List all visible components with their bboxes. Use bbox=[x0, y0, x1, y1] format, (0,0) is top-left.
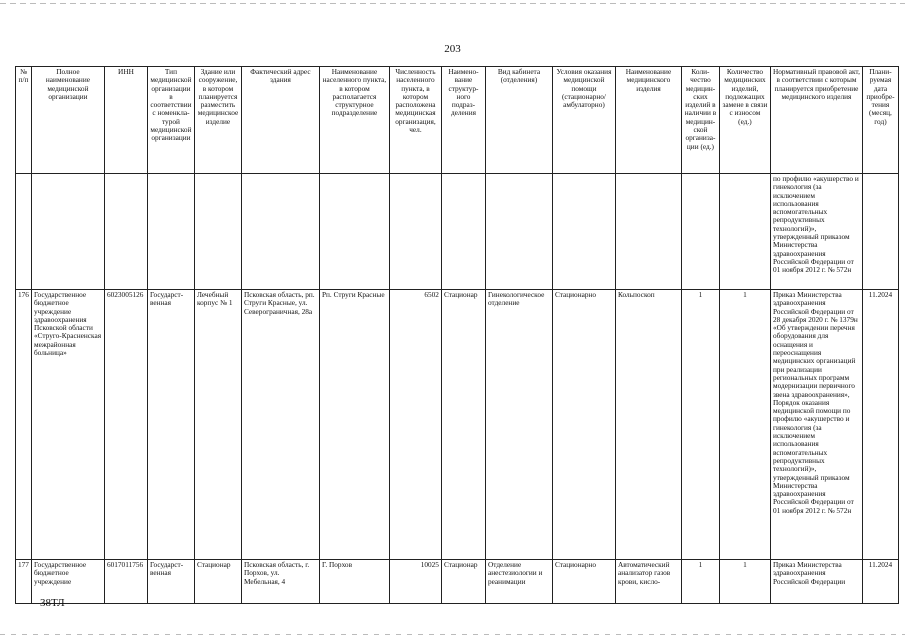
empty-cell bbox=[615, 174, 681, 290]
header-cell: Плани-руемая дата приобре-тения (месяц, год) bbox=[862, 67, 898, 174]
table-row bbox=[16, 290, 899, 560]
empty-cell bbox=[485, 174, 552, 290]
scan-edge-bottom bbox=[0, 634, 905, 635]
replace-count: 1 bbox=[719, 560, 770, 604]
replace-count: 1 bbox=[719, 290, 770, 560]
header-cell: Полное наименование медицинской организации bbox=[31, 67, 104, 174]
building: Стационар bbox=[194, 560, 241, 604]
scan-edge-top bbox=[0, 3, 905, 4]
locality: Г. Порхов bbox=[319, 560, 389, 604]
empty-cell bbox=[719, 174, 770, 290]
row-number: 177 bbox=[16, 560, 32, 604]
header-cell: Наименование медицинского изделия bbox=[615, 67, 681, 174]
table-row-continuation bbox=[16, 174, 899, 290]
care-conditions: Стационарно bbox=[552, 560, 615, 604]
legal-act-continuation: по профилю «акушерство и гинекология (за исключением использования вспомогательных репродуктивных технологий)», утвержденный приказом Министерства здравоохранения Российской Федерации от 01 ноября 2012 г. № 572н bbox=[770, 174, 862, 290]
header-cell: Здание или сооружение, в котором планируется разместить медицинское изделие bbox=[194, 67, 241, 174]
medical-equipment-table bbox=[15, 66, 899, 604]
empty-cell bbox=[147, 174, 194, 290]
header-cell: Коли-чество медицин-ских изделий в наличии в медицин-ской организа-ции (ед.) bbox=[681, 67, 719, 174]
device-name: Кольпоскоп bbox=[615, 290, 681, 560]
inn-value: 6017011756 bbox=[104, 560, 147, 604]
building: Лечебный корпус № 1 bbox=[194, 290, 241, 560]
empty-cell bbox=[552, 174, 615, 290]
organization-name: Государственное бюджетное учреждение bbox=[31, 560, 104, 604]
empty-cell bbox=[16, 174, 32, 290]
header-cell: Вид кабинета (отделения) bbox=[485, 67, 552, 174]
header-cell: № п/п bbox=[16, 67, 32, 174]
organization-type: Государст-венная bbox=[147, 290, 194, 560]
structural-unit: Стационар bbox=[441, 560, 485, 604]
empty-cell bbox=[319, 174, 389, 290]
organization-name: Государственное бюджетное учреждение здравоохранения Псковской области «Струго-Красненская межрайонная больница» bbox=[31, 290, 104, 560]
address: Псковская область, рп. Струги Красные, ул. Северограничная, 28а bbox=[241, 290, 319, 560]
empty-cell bbox=[104, 174, 147, 290]
care-conditions: Стационарно bbox=[552, 290, 615, 560]
header-cell: Наименование населенного пункта, в котором располагается структурное подразделение bbox=[319, 67, 389, 174]
row-number: 176 bbox=[16, 290, 32, 560]
header-cell: ИНН bbox=[104, 67, 147, 174]
inn-value: 6023005126 bbox=[104, 290, 147, 560]
empty-cell bbox=[194, 174, 241, 290]
in-stock-count: 1 bbox=[681, 560, 719, 604]
purchase-date: 11.2024 bbox=[862, 290, 898, 560]
table-row bbox=[16, 560, 899, 604]
empty-cell bbox=[862, 174, 898, 290]
empty-cell bbox=[389, 174, 441, 290]
address: Псковская область, г. Порхов, ул. Мебельная, 4 bbox=[241, 560, 319, 604]
empty-cell bbox=[681, 174, 719, 290]
footer-code: 38ТЛ bbox=[40, 597, 65, 609]
organization-type: Государст-венная bbox=[147, 560, 194, 604]
header-cell: Наимено-вание структур-ного подраз-деления bbox=[441, 67, 485, 174]
cabinet-type: Отделение анестезиологии и реанимации bbox=[485, 560, 552, 604]
table-header-row bbox=[16, 67, 899, 174]
legal-act: Приказ Министерства здравоохранения Российской Федерации от 28 декабря 2020 г. № 1379н «Об утверждении перечня оборудования для оснащения и переоснащения медицинских организаций при реализации региональных программ модернизации первичного звена здравоохранения», Порядок оказания медицинской помощи по профилю «акушерство и гинекология (за исключением использования вспомогательных репродуктивных технологий)», утвержденный приказом Министерства здравоохранения Российской Федерации от 01 ноября 2012 г. № 572н bbox=[770, 290, 862, 560]
empty-cell bbox=[31, 174, 104, 290]
header-cell: Численность населенного пункта, в котором расположена медицинская организация, чел. bbox=[389, 67, 441, 174]
population: 10025 bbox=[389, 560, 441, 604]
empty-cell bbox=[241, 174, 319, 290]
header-cell: Тип медицинской организации в соответствии с номенкла-турой медицинской организации bbox=[147, 67, 194, 174]
empty-cell bbox=[441, 174, 485, 290]
header-cell: Условия оказания медицинской помощи (стационарно/ амбулаторно) bbox=[552, 67, 615, 174]
header-cell: Количество медицинских изделий, подлежащих замене в связи с износом (ед.) bbox=[719, 67, 770, 174]
locality: Рп. Струги Красные bbox=[319, 290, 389, 560]
header-cell: Фактический адрес здания bbox=[241, 67, 319, 174]
legal-act: Приказ Министерства здравоохранения Российской Федерации bbox=[770, 560, 862, 604]
purchase-date: 11.2024 bbox=[862, 560, 898, 604]
page-number: 203 bbox=[444, 43, 461, 55]
structural-unit: Стационар bbox=[441, 290, 485, 560]
header-cell: Нормативный правовой акт, в соответствии с которым планируется приобретение медицинского изделия bbox=[770, 67, 862, 174]
population: 6502 bbox=[389, 290, 441, 560]
in-stock-count: 1 bbox=[681, 290, 719, 560]
device-name: Автоматический анализатор газов крови, кисло- bbox=[615, 560, 681, 604]
cabinet-type: Гинекологическое отделение bbox=[485, 290, 552, 560]
